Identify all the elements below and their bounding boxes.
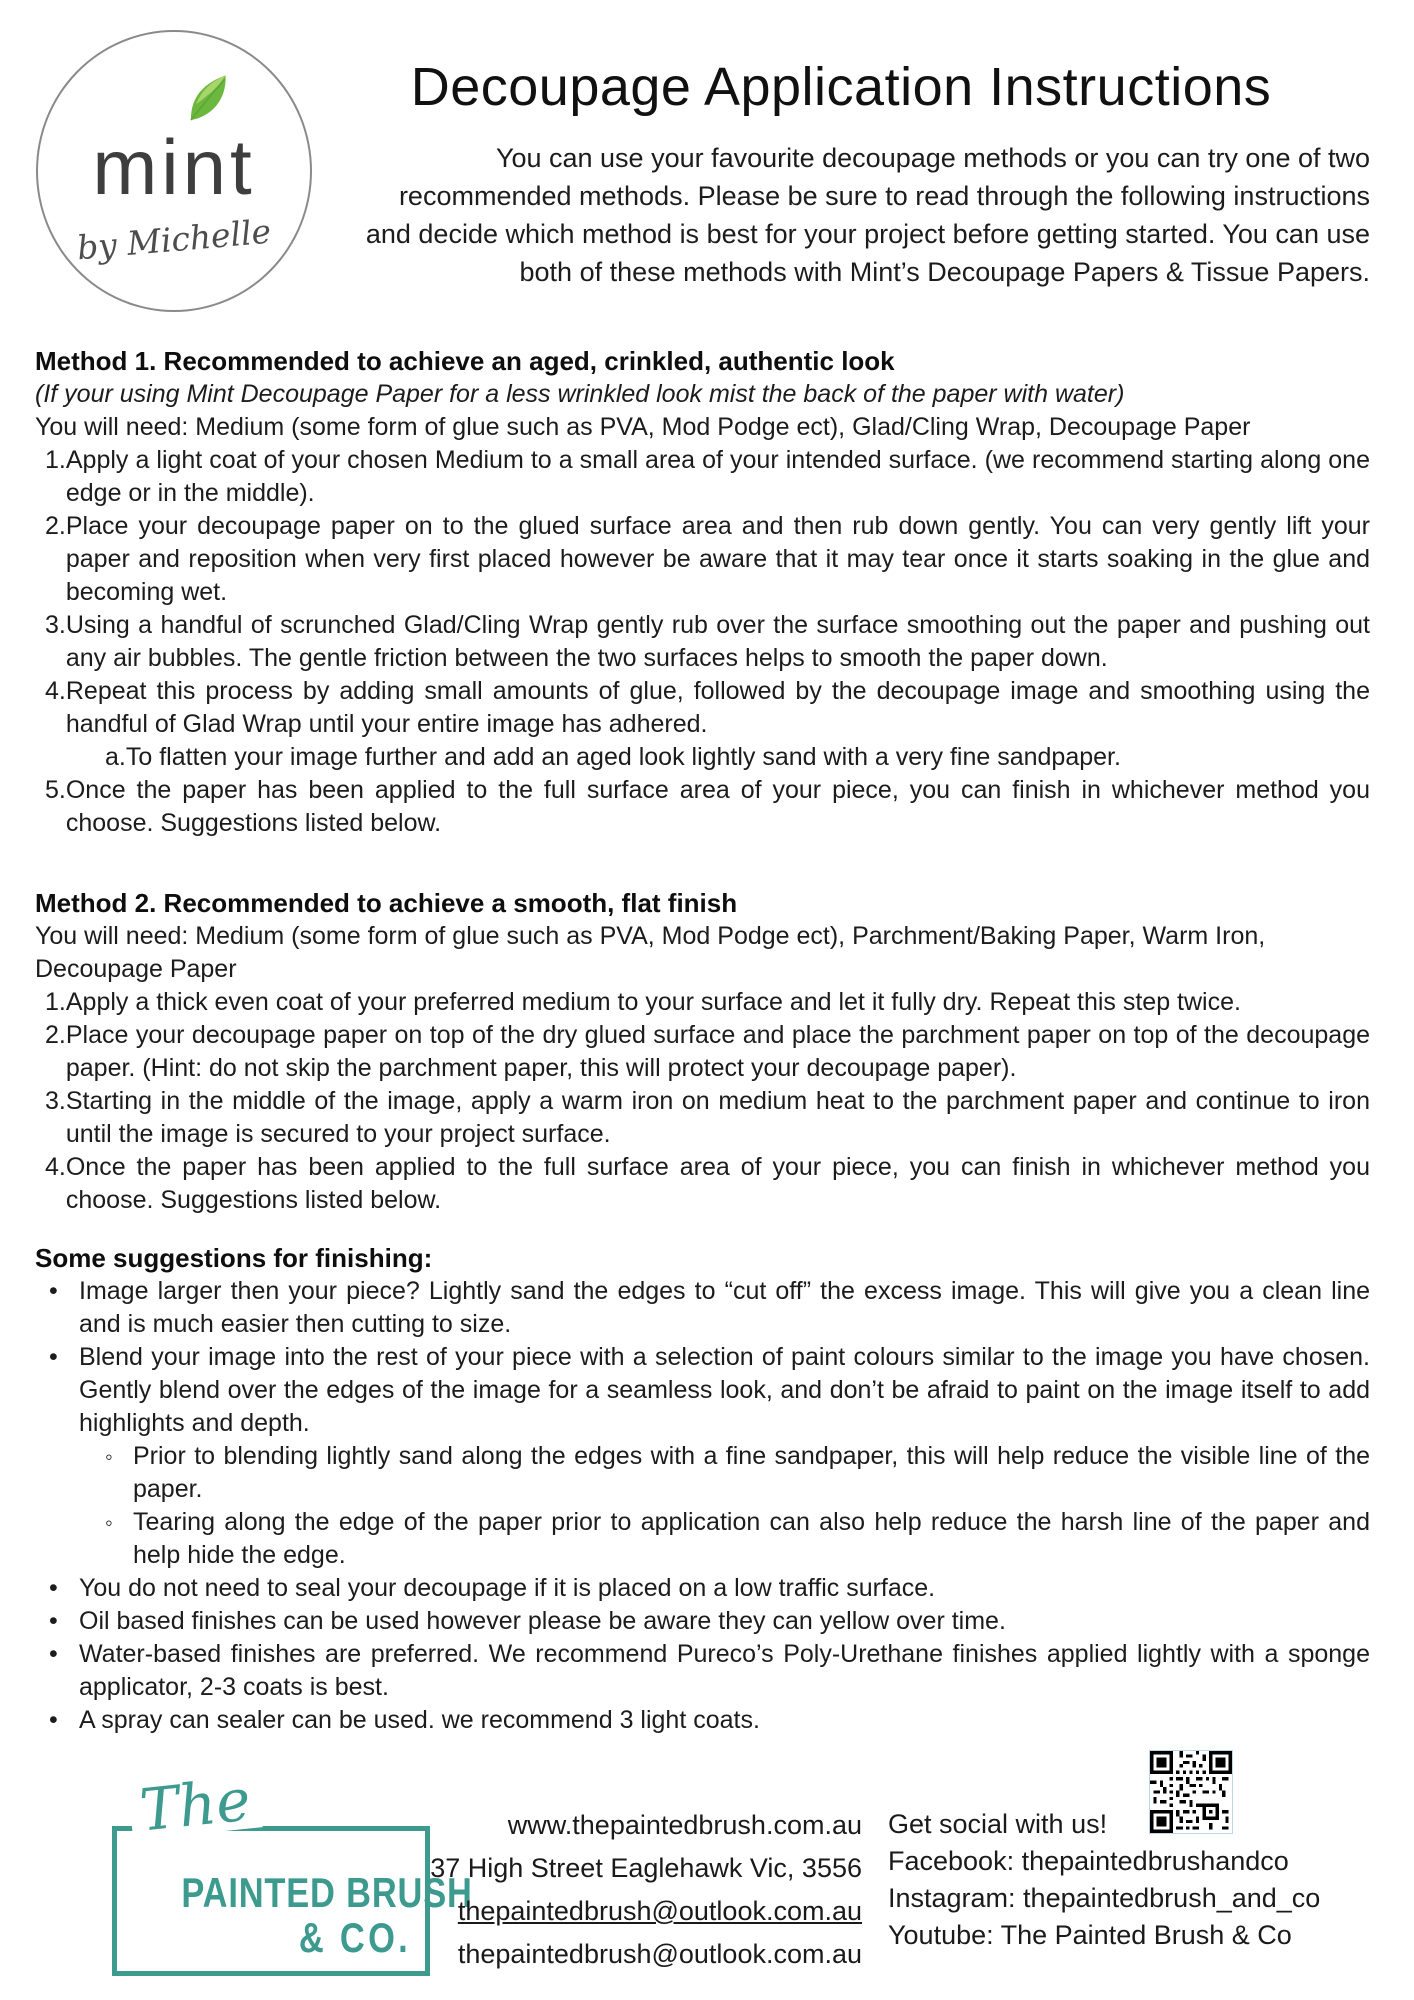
sub-list-item [105, 1440, 1370, 1506]
step-text: Place your decoupage paper on to the glued surface area and then rub down gently. You can very gently lift your paper and reposition when very first placed however be aware that it may tear once it starts soaking in the glue and becoming wet. [65, 512, 1370, 606]
step-number: 4. [45, 677, 66, 705]
substep-letter: a. [105, 743, 126, 771]
email-link[interactable]: thepaintedbrush@outlook.com.au [457, 1896, 862, 1926]
document-header [0, 0, 1414, 330]
list-item [45, 774, 1370, 840]
section-method-1 [35, 344, 1370, 840]
method-1-materials: You will need: Medium (some form of glue such as PVA, Mod Podge ect), Glad/Cling Wrap, Decoupage Paper [35, 413, 1251, 441]
section-suggestions [35, 1241, 1370, 1737]
mint-by-michelle-logo [36, 30, 312, 312]
method-2-steps [45, 986, 1370, 1217]
step-text: Once the paper has been applied to the full surface area of your piece, you can finish in whichever method you choose. Suggestions listed below. [65, 1153, 1370, 1214]
mint-logo-wordmark: mint [92, 123, 256, 211]
list-item [45, 510, 1370, 609]
bullet-icon: • [49, 1343, 58, 1371]
step-number: 2. [45, 1021, 66, 1049]
step-number: 1. [45, 446, 66, 474]
street-address: 37 High Street Eaglehawk Vic, 3556 [430, 1853, 862, 1883]
intro-line: You can use your favourite decoupage methods or you can try one of two [495, 143, 1370, 174]
bullet-text: Oil based finishes can be used however please be aware they can yellow over time. [79, 1607, 1006, 1635]
step-text: Using a handful of scrunched Glad/Cling Wrap gently rub over the surface smoothing out the paper and pushing out any air bubbles. The gentle friction between the two surfaces helps to smooth the paper down. [65, 611, 1370, 672]
sub-list-item [105, 1506, 1370, 1572]
painted-brush-logo-script: The [127, 1769, 263, 1840]
list-item [49, 1704, 1370, 1737]
bullet-text: Blend your image into the rest of your piece with a selection of paint colours similar to the image you have chosen. Gently blend over the edges of the image for a seamless look, and don’t be afraid to paint on the image itself to add highlights and depth. [79, 1343, 1370, 1437]
bullet-text: Tearing along the edge of the paper prior to application can also help reduce the harsh line of the paper and help hide the edge. [133, 1508, 1370, 1569]
step-number: 5. [45, 776, 66, 804]
list-item [49, 1572, 1370, 1605]
step-text: Apply a thick even coat of your preferred medium to your surface and let it fully dry. Repeat this step twice. [65, 988, 1241, 1016]
list-item [45, 444, 1370, 510]
suggestions-heading: Some suggestions for finishing: [35, 1243, 433, 1273]
sub-list-item [105, 741, 1370, 774]
painted-brush-logo-box [112, 1826, 473, 1976]
list-item [45, 675, 1370, 741]
painted-brush-logo-name: PAINTED BRUSH [181, 1869, 473, 1916]
intro-line: recommended methods. Please be sure to read through the following instructions [398, 181, 1370, 212]
painted-brush-logo [112, 1765, 473, 1976]
list-item [45, 1019, 1370, 1085]
youtube-handle: Youtube: The Painted Brush & Co [888, 1920, 1292, 1950]
step-text: Place your decoupage paper on top of the dry glued surface and place the parchment paper on top of the decoupage paper. (Hint: do not skip the parchment paper, this will protect your decoupage paper). [65, 1021, 1370, 1082]
instagram-handle: Instagram: thepaintedbrush_and_co [888, 1883, 1321, 1913]
list-item [45, 1151, 1370, 1217]
step-text: Apply a light coat of your chosen Medium to a small area of your intended surface. (we recommend starting along one edge or in the middle). [65, 446, 1370, 507]
intro-paragraph [312, 139, 1370, 291]
step-number: 4. [45, 1153, 66, 1181]
list-item [49, 1605, 1370, 1638]
method-2-heading: Method 2. Recommended to achieve a smooth, flat finish [35, 888, 738, 918]
method-1-heading: Method 1. Recommended to achieve an aged, crinkled, authentic look [35, 346, 895, 376]
suggestions-list [49, 1275, 1370, 1737]
list-item [49, 1341, 1370, 1440]
circle-bullet-icon: ◦ [105, 1510, 113, 1535]
social-heading: Get social with us! [888, 1809, 1108, 1839]
list-item [49, 1638, 1370, 1704]
bullet-icon: • [49, 1277, 58, 1305]
bullet-text: You do not need to seal your decoupage if it is placed on a low traffic surface. [79, 1574, 936, 1602]
bullet-text: Image larger then your piece? Lightly sand the edges to “cut off” the excess image. This will give you a clean line and is much easier then cutting to size. [79, 1277, 1370, 1338]
list-item [45, 1085, 1370, 1151]
mint-logo-tagline: by Michelle [75, 211, 273, 268]
header-text-block [312, 0, 1414, 291]
intro-line: both of these methods with Mint’s Decoupage Papers & Tissue Papers. [519, 257, 1370, 288]
step-text: Once the paper has been applied to the full surface area of your piece, you can finish in whichever method you choose. Suggestions listed below. [65, 776, 1370, 837]
document-footer [0, 1742, 1414, 2000]
social-block [888, 1806, 1320, 1954]
list-item [45, 609, 1370, 675]
document-body [0, 344, 1414, 1737]
email-text: thepaintedbrush@outlook.com.au [457, 1939, 862, 1969]
contact-block [430, 1804, 862, 1976]
step-number: 1. [45, 988, 66, 1016]
bullet-text: Prior to blending lightly sand along the edges with a fine sandpaper, this will help reduce the visible line of the paper. [133, 1442, 1370, 1503]
circle-bullet-icon: ◦ [105, 1444, 113, 1469]
substep-text: To flatten your image further and add an aged look lightly sand with a very fine sandpaper. [125, 743, 1121, 771]
list-item [49, 1275, 1370, 1341]
method-1-steps [45, 444, 1370, 840]
section-method-2 [35, 886, 1370, 1217]
step-text: Repeat this process by adding small amounts of glue, followed by the decoupage image and smoothing using the handful of Glad Wrap until your entire image has adhered. [65, 677, 1370, 738]
method-1-note: (If your using Mint Decoupage Paper for a less wrinkled look mist the back of the paper with water) [35, 380, 1125, 408]
step-number: 2. [45, 512, 66, 540]
method-2-materials: You will need: Medium (some form of glue such as PVA, Mod Podge ect), Parchment/Baking Paper, Warm Iron, Decoupage Paper [35, 922, 1266, 983]
qr-code [1149, 1750, 1233, 1834]
step-number: 3. [45, 611, 66, 639]
facebook-handle: Facebook: thepaintedbrushandco [888, 1846, 1289, 1876]
bullet-icon: • [49, 1607, 58, 1635]
painted-brush-logo-co: & CO. [298, 1914, 411, 1962]
step-text: Starting in the middle of the image, apply a warm iron on medium heat to the parchment paper and continue to iron until the image is secured to your project surface. [65, 1087, 1370, 1148]
website-url: www.thepaintedbrush.com.au [507, 1810, 862, 1840]
bullet-icon: • [49, 1574, 58, 1602]
bullet-text: Water-based finishes are preferred. We recommend Pureco’s Poly-Urethane finishes applied lightly with a sponge applicator, 2-3 coats is best. [79, 1640, 1370, 1701]
intro-line: and decide which method is best for your project before getting started. You can use [365, 219, 1370, 250]
page-title: Decoupage Application Instructions [410, 57, 1272, 117]
bullet-text: A spray can sealer can be used. we recommend 3 light coats. [79, 1706, 760, 1734]
bullet-icon: • [49, 1640, 58, 1668]
bullet-icon: • [49, 1706, 58, 1734]
list-item [45, 986, 1370, 1019]
step-number: 3. [45, 1087, 66, 1115]
